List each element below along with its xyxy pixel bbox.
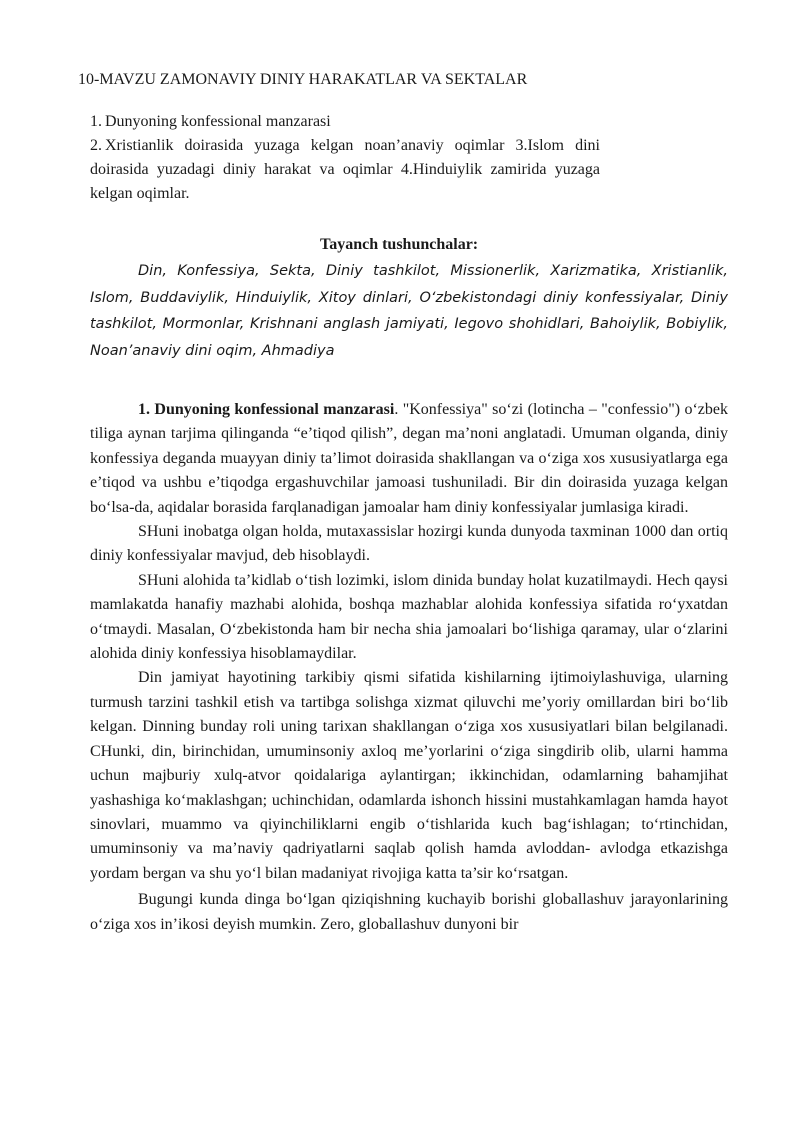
topic-outline [90,110,600,206]
section-body [90,398,728,937]
paragraph-text: . "Konfessiya" so‘zi (lotincha – "confessio") o‘zbek tiliga aynan tarjima qilinganda “e’tiqod qilish”, degan ma’noni anglatadi. Umuman olganda, diniy konfessiya deganda muayyan diniy ta’limot doirasida shakllangan va o‘ziga xos xususiyatlarga ega e’tiqod va ushbu e’tiqodga ergashuvchilar jamoasi tushuniladi. Bir din doirasida yuzaga kelgan bo‘lsa-da, aqidalar borasida farqlanadigan jamoalar ham diniy konfessiyalar jumlasiga kiradi. [90,401,728,516]
outline-item-2 [90,134,600,206]
paragraph: Bugungi kunda dinga bo‘lgan qiziqishning kuchayib borishi globallashuv jarayonlarining o‘ziga xos in’ikosi deyish mumkin. Zero, globallashuv dunyoni bir [90,891,728,933]
outline-item-number: 2. [90,137,102,154]
section-heading: 1. Dunyoning konfessional manzarasi [138,401,395,418]
page-title: 10-MAVZU ZAMONAVIY DINIY HARAKATLAR VA SEKTALAR [78,71,528,88]
keywords-heading: Tayanch tushunchalar: [320,236,479,253]
paragraph: SHuni alohida ta’kidlab o‘tish lozimki, islom dinida bunday holat kuzatilmaydi. Hech qaysi mamlakatda hanafiy mazhabi alohida, boshqa mazhablar alohida konfessiya sifatida ro‘yxatdan o‘tmaydi. Masalan, O‘zbekistonda ham bir necha shia jamoalari bo‘lishiga qaramay, ular o‘zlarini alohida diniy konfessiya hisoblamaydilar. [90,571,728,663]
paragraph: SHuni inobatga olgan holda, mutaxassislar hozirgi kunda dunyoda taxminan 1000 dan ortiq diniy konfessiyalar mavjud, deb hisoblaydi. [90,523,728,565]
outline-item-text: Dunyoning konfessional manzarasi [105,113,331,130]
outline-item-text: Xristianlik doirasida yuzaga kelgan noan’anaviy oqimlar 3.Islom dini doirasida yuzadagi diniy harakat va oqimlar 4.Hinduiylik zamirida yuzaga kelgan oqimlar. [90,137,600,202]
outline-item-1 [90,110,600,134]
keywords-paragraph: Din, Konfessiya, Sekta, Diniy tashkilot, Missionerlik, Xarizmatika, Xristianlik, Islom, Buddaviylik, Hinduiylik, Xitoy dinlari, O‘zbekistondagi diniy konfessiyalar, Diniy tashkilot, Mormonlar, Krishnani anglash jamiyati, Iegovo shohidlari, Bahoiylik, Bobiylik, Noan’anaviy dini oqim, Ahmadiya [90,263,728,359]
paragraph: Din jamiyat hayotining tarkibiy qismi sifatida kishilarning ijtimoiylashuviga, ularning turmush tarzini tashkil etish va tartibga solishga xizmat qiluvchi me’yoriy omillardan biri bo‘lib kelgan. Dinning bunday roli uning tarixan shakllangan o‘ziga xos xususiyatlari bilan belgilanadi. CHunki, din, birinchidan, umuminsoniy axloq me’yorlarini o‘ziga singdirib olib, ularni hamma uchun majburiy xulq-atvor qoidalariga aylantirgan; ikkinchidan, odamlarning bahamjihat yashashiga ko‘maklashgan; uchinchidan, odamlarda ishonch hissini mustahkamlagan hamda hayot sinovlari, muammo va qiyinchiliklarni engib o‘tishlarida kuch bag‘ishlagan; to‘rtinchidan, umuminsoniy va ma’naviy qadriyatlarni saqlab qolish hamda avloddan- avlodga etkazishga yordam bergan va shu yo‘l bilan madaniyat rivojiga katta ta’sir ko‘rsatgan. [90,669,728,882]
paragraph [90,398,728,520]
outline-item-number: 1. [90,113,102,130]
